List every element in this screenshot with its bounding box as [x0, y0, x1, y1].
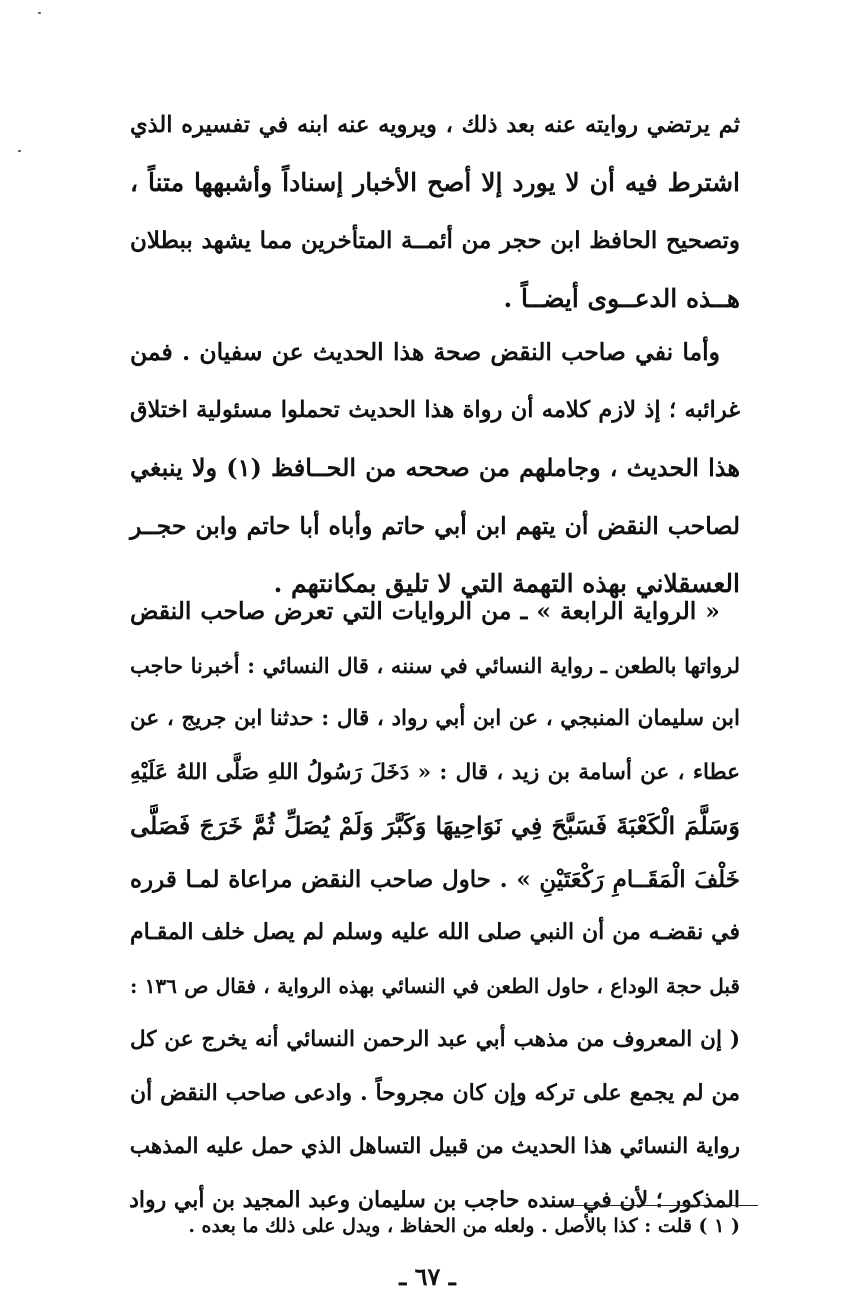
text-line: هــذه الدعــوى أيضــاً . [503, 284, 740, 313]
text-line: لصاحب النقض أن يتهم ابن أبي حاتم وأباه أبا حاتم وابن حجــر [130, 512, 740, 540]
text-line: العسقلاني بهذه التهمة التي لا تليق بمكانتهم . [273, 569, 740, 598]
text-line: قبل حجة الوداع ، حاول الطعن في النسائي بهذه الرواية ، فقال ص ١٣٦ : [130, 973, 740, 998]
text-line: وتصحيح الحافظ ابن حجر من أئمــة المتأخرين مما يشهد ببطلان [130, 227, 740, 254]
text-line: وأما نفي صاحب النقض صحة هذا الحديث عن سفيان . فمن [130, 338, 720, 366]
text-line: رواية النسائي هذا الحديث من قبيل التساهل الذي حمل عليه المذهب [129, 1134, 740, 1159]
page-number: ـ ٦٧ ـ [399, 1262, 456, 1291]
text-line: ثم يرتضي روايته عنه بعد ذلك ، ويرويه عنه ابنه في تفسيره الذي [130, 112, 740, 138]
text-line: ابن سليمان المنبجي ، عن ابن أبي رواد ، قال : حدثنا ابن جريج ، عن [130, 706, 740, 731]
text-line: غرائبه ؛ إذ لازم كلامه أن رواة هذا الحديث تحملوا مسئولية اختلاق [130, 397, 740, 423]
text-line: عطاء ، عن أسامة بن زيد ، قال : « دَخَلَ رَسُولُ اللهِ صَلَّى اللهُ عَلَيْهِ [130, 759, 740, 785]
text-line: « الرواية الرابعة » ـ من الروايات التي تعرض صاحب النقض [130, 597, 720, 625]
footnote: ( ١ ) قلت : كذا بالأصل . ولعله من الحفاظ ، ويدل على ذلك ما بعده . [188, 1215, 740, 1237]
text-line: ( إن المعروف من مذهب أبي عبد الرحمن النسائي أنه يخرج عن كل [130, 1027, 740, 1052]
text-line: اشترط فيه أن لا يورد إلا أصح الأخبار إسناداً وأشبهها متناً ، [130, 168, 740, 197]
text-line: خَلْفَ الْمَقَــامِ رَكْعَتَيْنِ » . حاول صاحب النقض مراعاة لمـا قرره [130, 865, 740, 893]
paragraph-2 [130, 323, 740, 613]
text-line: هذا الحديث ، وجاملهم من صححه من الحــافظ (١) ولا ينبغي [130, 453, 740, 482]
text-line: المذكور ؛ لأن في سنده حاجب بن سليمان وعبد المجيد بن أبي رواد [129, 1186, 740, 1213]
paragraph-3 [130, 585, 740, 1227]
scan-speck [18, 150, 21, 152]
text-line: وَسَلَّمَ الْكَعْبَةَ فَسَبَّحَ فِي نَوَاحِيهَا وَكَبَّرَ وَلَمْ يُصَلِّ ثُمَّ خَرَجَ فَصَلَّى [130, 811, 740, 840]
text-line: في نقضـه من أن النبي صلى الله عليه وسلم لم يصل خلف المقـام [130, 919, 740, 945]
paragraph-1 [130, 96, 740, 328]
text-line: لرواتها بالطعن ـ رواية النسائي في سننه ، قال النسائي : أخبرنا حاجب [130, 652, 740, 678]
footnote-divider [563, 1205, 758, 1206]
text-line: من لم يجمع على تركه وإن كان مجروحاً . وادعى صاحب النقض أن [130, 1079, 740, 1106]
scan-speck [38, 12, 41, 14]
